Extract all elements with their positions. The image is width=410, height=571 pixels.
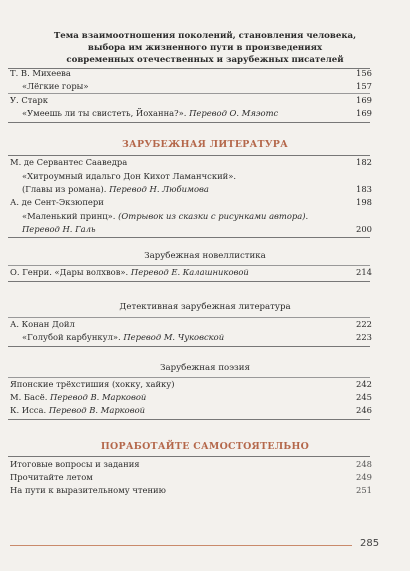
entry-page: 246 [356,405,372,415]
entry-author: Т. В. Михеева [10,68,71,78]
entry-page: 157 [356,81,372,91]
entry-page: 169 [356,95,372,105]
entry-page: 182 [356,157,372,167]
entry-page: 242 [356,379,372,389]
toc-entry [22,331,372,344]
divider [8,237,370,238]
entry-page: 248 [356,459,372,469]
entry-page: 183 [356,184,372,194]
entry-title: Перевод Н. Галь [22,224,96,234]
entry-page: 156 [356,68,372,78]
divider [8,122,370,123]
entry-title: «Лёгкие горы» [22,81,89,91]
entry-page: 251 [356,485,372,495]
entry-title: На пути к выразительному чтению [10,485,166,495]
toc-entry [22,210,372,223]
entry-page: 198 [356,197,372,207]
entry-page: 200 [356,224,372,234]
toc-entry [10,378,372,391]
toc-entry [22,107,372,120]
entry-title: М. Басё. Перевод В. Марковой [10,392,147,402]
toc-entry [10,318,372,331]
toc-entry [10,391,372,404]
toc-entry [10,458,372,471]
intro-theme-heading [40,30,370,66]
entry-page: 169 [356,108,372,118]
entry-page: 214 [356,267,372,277]
divider [8,346,370,347]
intro-line: Тема взаимоотношения поколений, становления человека, [53,31,357,41]
footer-rule [10,545,352,546]
toc-entry [22,183,372,196]
subsection-heading-detective: Детективная зарубежная литература [119,302,291,312]
entry-title: «Маленький принц». (Отрывок из сказки с рисунками автора). [22,211,309,221]
intro-line: современных отечественных и зарубежных писателей [66,55,344,65]
entry-title: (Главы из романа). Перевод Н. Любимова [22,184,209,194]
toc-entry [10,196,372,209]
toc-entry [10,156,372,169]
toc-entry [10,471,372,484]
intro-line: выбора им жизненного пути в произведениях [87,43,323,53]
entry-title: Прочитайте летом [10,472,93,482]
toc-entry [22,170,372,183]
entry-title: «Умеешь ли ты свистеть, Йоханна?». Перевод О. Мяэотс [22,108,279,118]
entry-author: У. Старк [10,95,49,105]
toc-entry [10,94,372,107]
toc-entry [10,404,372,417]
entry-title: О. Генри. «Дары волхвов». Перевод Е. Калашниковой [10,267,249,277]
entry-title: Итоговые вопросы и задания [10,459,140,469]
divider [8,281,370,282]
toc-entry [22,80,372,93]
entry-page: 223 [356,332,372,342]
entry-title: Японские трёхстишия (хокку, хайку) [10,379,175,389]
entry-title: «Голубой карбункул». Перевод М. Чуковской [22,332,225,342]
entry-title: «Хитроумный идальго Дон Кихот Ламанчский». [22,171,237,181]
entry-page: 245 [356,392,372,402]
entry-page: 249 [356,472,372,482]
entry-page: 222 [356,319,372,329]
entry-author: А. де Сент-Экзюпери [10,197,104,207]
subsection-heading-novella: Зарубежная новеллистика [144,251,266,261]
entry-author: М. де Сервантес Сааведра [10,157,128,167]
toc-entry [10,266,372,279]
entry-title: К. Исса. Перевод В. Марковой [10,405,146,415]
subsection-heading-poetry: Зарубежная поэзия [160,363,250,373]
toc-entry [10,67,372,80]
page-number: 285 [360,538,380,549]
section-heading-foreign-literature: ЗАРУБЕЖНАЯ ЛИТЕРАТУРА [121,139,289,150]
divider [8,456,370,457]
divider [8,419,370,420]
toc-entry [10,484,372,497]
section-heading-work-independently: ПОРАБОТАЙТЕ САМОСТОЯТЕЛЬНО [100,441,310,452]
toc-entry [22,223,372,236]
entry-author: А. Конан Дойл [10,319,75,329]
